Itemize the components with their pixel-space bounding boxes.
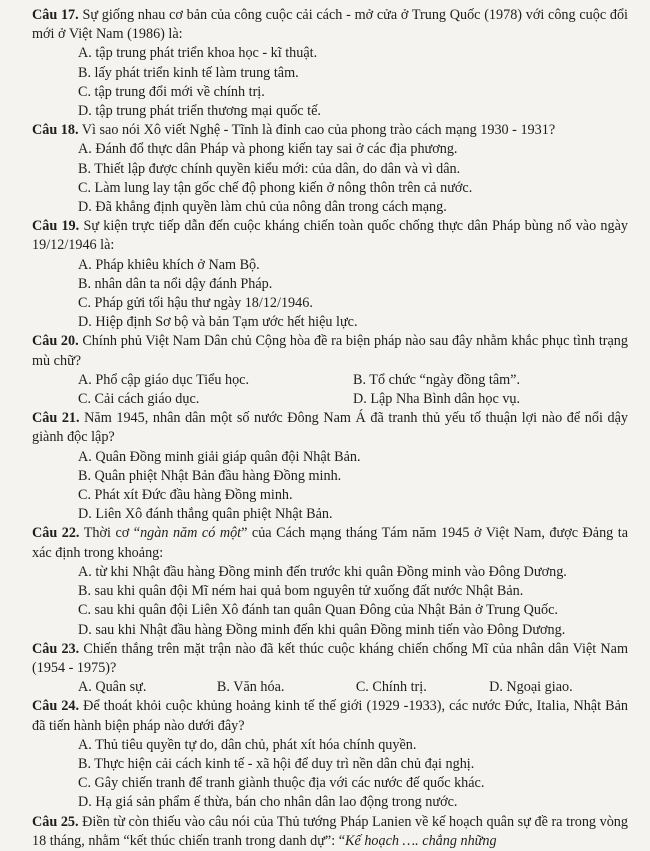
question-25 [32,813,628,851]
options-row [78,678,628,697]
option-c: C. Gây chiến tranh để tranh giành thuộc địa với các nước đế quốc khác. [78,775,485,792]
option-d: D. Ngoại giao. [489,679,573,696]
question-number: Câu 24. [32,698,80,715]
question-17 [32,6,628,44]
option-d: D. Hiệp định Sơ bộ và bản Tạm ước hết hiệu lực. [78,314,358,331]
question-number: Câu 19. [32,218,80,235]
question-text-italic: Kế hoạch …. chẳng những [345,832,497,849]
option-d: D. Đã khẳng định quyền làm chủ của nông dân trong cách mạng. [78,199,447,216]
option-d: D. Hạ giá sản phẩm ế thừa, bán cho nhân dân lao động trong nước. [78,794,458,811]
option-d: D. Liên Xô đánh thắng quân phiệt Nhật Bản. [78,506,333,523]
option-b: B. sau khi quân đội Mĩ ném hai quả bom nguyên tử xuống đất nước Nhật Bản. [78,583,524,600]
question-text-post: ” của Cách mạng tháng Tám năm 1945 ở Việt Nam, được Đảng ta xác định trong khoảng: [32,525,629,561]
question-20 [32,332,628,370]
question-number: Câu 21. [32,410,80,427]
question-21 [32,409,628,447]
option-c: C. Chính trị. [355,679,427,696]
option-a: A. Thủ tiêu quyền tự do, dân chủ, phát xít hóa chính quyền. [78,736,417,753]
question-text: Vì sao nói Xô viết Nghệ - Tĩnh là đỉnh cao của phong trào cách mạng 1930 - 1931? [78,122,556,139]
question-number: Câu 17. [32,7,79,23]
option-a: A. Phổ cập giáo dục Tiểu học. [78,371,250,388]
question-number: Câu 18. [32,122,79,139]
option-a: A. tập trung phát triển khoa học - kĩ thuật. [78,45,318,62]
option-c: C. Pháp gửi tối hậu thư ngày 18/12/1946. [78,295,313,312]
question-text-pre: Thời cơ “ [79,525,141,542]
question-text: Chiến thắng trên mặt trận nào đã kết thúc cuộc kháng chiến chống Mĩ của nhân dân Việt Nam (1954 - 1975)? [32,640,629,676]
option-d: D. Lập Nha Bình dân học vụ. [353,391,521,408]
option-c: C. Làm lung lay tận gốc chế độ phong kiến ở nông thôn trên cả nước. [78,179,473,196]
question-text: Sự kiện trực tiếp dẫn đến cuộc kháng chiến toàn quốc chống thực dân Pháp bùng nổ vào ngày 19/12/1946 là: [32,218,628,254]
option-b: B. Quân phiệt Nhật Bản đầu hàng Đồng minh. [78,467,342,484]
question-18 [32,121,628,140]
question-text-pre: Điền từ còn thiếu vào câu nói của Thủ tướng Pháp Lanien về kế hoạch quân sự đề ra trong vòng 18 tháng, nhằm “kết thúc chiến tranh trong danh dự”: “ [32,813,628,849]
question-number: Câu 22. [32,525,80,542]
option-c: C. tập trung đổi mới về chính trị. [78,83,265,100]
option-c: C. sau khi quân đội Liên Xô đánh tan quân Quan Đông của Nhật Bản ở Trung Quốc. [78,602,558,619]
option-a: A. từ khi Nhật đầu hàng Đồng minh đến trước khi quân Đồng minh vào Đông Dương. [78,563,567,580]
option-b: B. Thiết lập được chính quyền kiểu mới: của dân, do dân và vì dân. [78,160,461,177]
question-text: Sự giống nhau cơ bản của công cuộc cải cách - mở cửa ở Trung Quốc (1978) với công cuộc đổi mới ở Việt Nam (1986) là: [32,7,628,43]
option-a: A. Quân Đồng minh giải giáp quân đội Nhật Bản. [78,448,361,465]
option-a: A. Pháp khiêu khích ở Nam Bộ. [78,256,260,273]
option-b: B. nhân dân ta nổi dậy đánh Pháp. [78,275,273,292]
option-a: A. Quân sự. [78,679,147,696]
question-23 [32,640,628,678]
option-c: C. Cải cách giáo dục. [78,391,200,408]
option-b: B. Thực hiện cải cách kinh tế - xã hội để duy trì nền dân chủ đại nghị. [78,755,475,772]
option-b: B. lấy phát triển kinh tế làm trung tâm. [78,64,299,81]
question-text-italic: ngàn năm có một [140,525,242,542]
option-b: B. Tổ chức “ngày đồng tâm”. [353,371,520,388]
question-number: Câu 25. [32,813,79,830]
options-row [78,390,628,409]
question-text: Để thoát khỏi cuộc khủng hoảng kinh tế thế giới (1929 -1933), các nước Đức, Italia, Nhật Bản đã tiến hành biện pháp nào dưới đây? [32,698,628,734]
question-19 [32,217,628,255]
question-text: Chính phủ Việt Nam Dân chủ Cộng hòa đề ra biện pháp nào sau đây nhằm khắc phục tình trạng mù chữ? [32,333,628,369]
option-d: D. sau khi Nhật đầu hàng Đồng minh đến khi quân Đồng minh tiến vào Đông Dương. [78,621,566,638]
question-22 [32,524,628,562]
option-d: D. tập trung phát triển thương mại quốc tế. [78,103,321,120]
question-24 [32,697,628,735]
question-number: Câu 23. [32,640,80,657]
question-number: Câu 20. [32,333,79,350]
option-b: B. Văn hóa. [216,679,285,696]
question-text: Năm 1945, nhân dân một số nước Đông Nam Á đã tranh thủ yếu tố thuận lợi nào để nổi dậy giành độc lập? [32,410,628,446]
option-c: C. Phát xít Đức đầu hàng Đồng minh. [78,487,293,504]
option-a: A. Đánh đổ thực dân Pháp và phong kiến tay sai ở các địa phương. [78,141,458,158]
options-row [78,371,628,390]
